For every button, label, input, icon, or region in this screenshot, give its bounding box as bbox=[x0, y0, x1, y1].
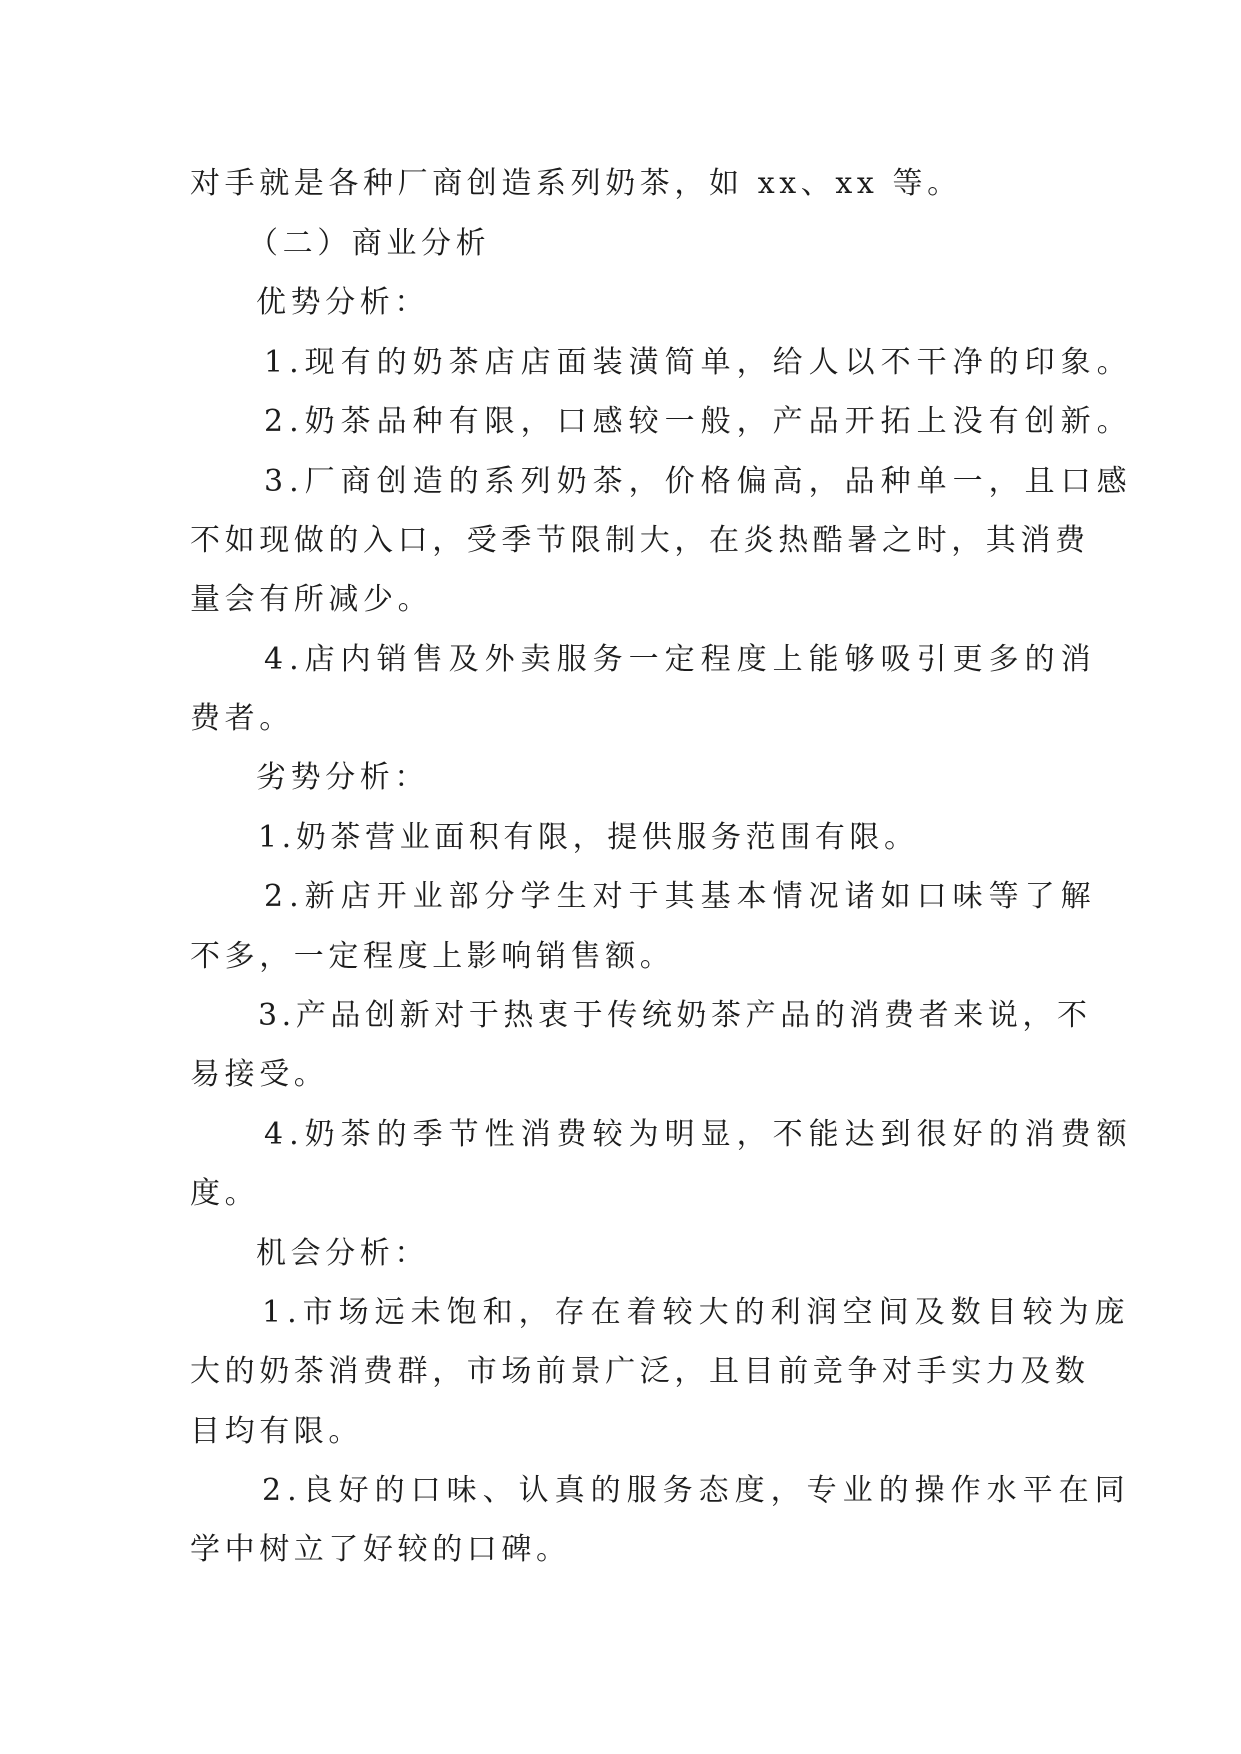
text-line-12: 1.奶茶营业面积有限，提供服务范围有限。 bbox=[258, 820, 919, 855]
text-line-22: 目均有限。 bbox=[190, 1414, 363, 1449]
text-line-17: 4.奶茶的季节性消费较为明显，不能达到很好的消费额 bbox=[264, 1117, 1133, 1152]
section-heading: （二）商业分析 bbox=[248, 226, 491, 261]
text-line-16: 易接受。 bbox=[190, 1057, 329, 1092]
subheading-opportunities: 机会分析： bbox=[256, 1236, 429, 1271]
text-line-15: 3.产品创新对于热衷于传统奶茶产品的消费者来说，不 bbox=[258, 998, 1092, 1033]
text-line-6: 3.厂商创造的系列奶茶，价格偏高，品种单一，且口感 bbox=[264, 464, 1133, 499]
text-line-24: 学中树立了好较的口碑。 bbox=[190, 1532, 571, 1567]
text-line-20: 1.市场远未饱和，存在着较大的利润空间及数目较为庞 bbox=[262, 1295, 1131, 1330]
text-line-5: 2.奶茶品种有限，口感较一般，产品开拓上没有创新。 bbox=[264, 404, 1133, 439]
text-line-8: 量会有所减少。 bbox=[190, 582, 433, 617]
subheading-strengths: 优势分析： bbox=[256, 285, 429, 320]
text-line-21: 大的奶茶消费群，市场前景广泛，且目前竞争对手实力及数 bbox=[190, 1354, 1090, 1389]
text-line-9: 4.店内销售及外卖服务一定程度上能够吸引更多的消 bbox=[264, 642, 1097, 677]
subheading-weaknesses: 劣势分析： bbox=[256, 760, 429, 795]
text-line-14: 不多，一定程度上影响销售额。 bbox=[190, 939, 675, 974]
text-line-7: 不如现做的入口，受季节限制大，在炎热酷暑之时，其消费 bbox=[190, 523, 1090, 558]
text-line-4: 1.现有的奶茶店店面装潢简单，给人以不干净的印象。 bbox=[264, 345, 1133, 380]
text-line-18: 度。 bbox=[190, 1176, 260, 1211]
text-line-23: 2.良好的口味、认真的服务态度，专业的操作水平在同 bbox=[262, 1473, 1131, 1508]
text-line-13: 2.新店开业部分学生对于其基本情况诸如口味等了解 bbox=[264, 879, 1097, 914]
text-line-1: 对手就是各种厂商创造系列奶茶，如 xx、xx 等。 bbox=[190, 166, 962, 201]
text-line-10: 费者。 bbox=[190, 701, 294, 736]
